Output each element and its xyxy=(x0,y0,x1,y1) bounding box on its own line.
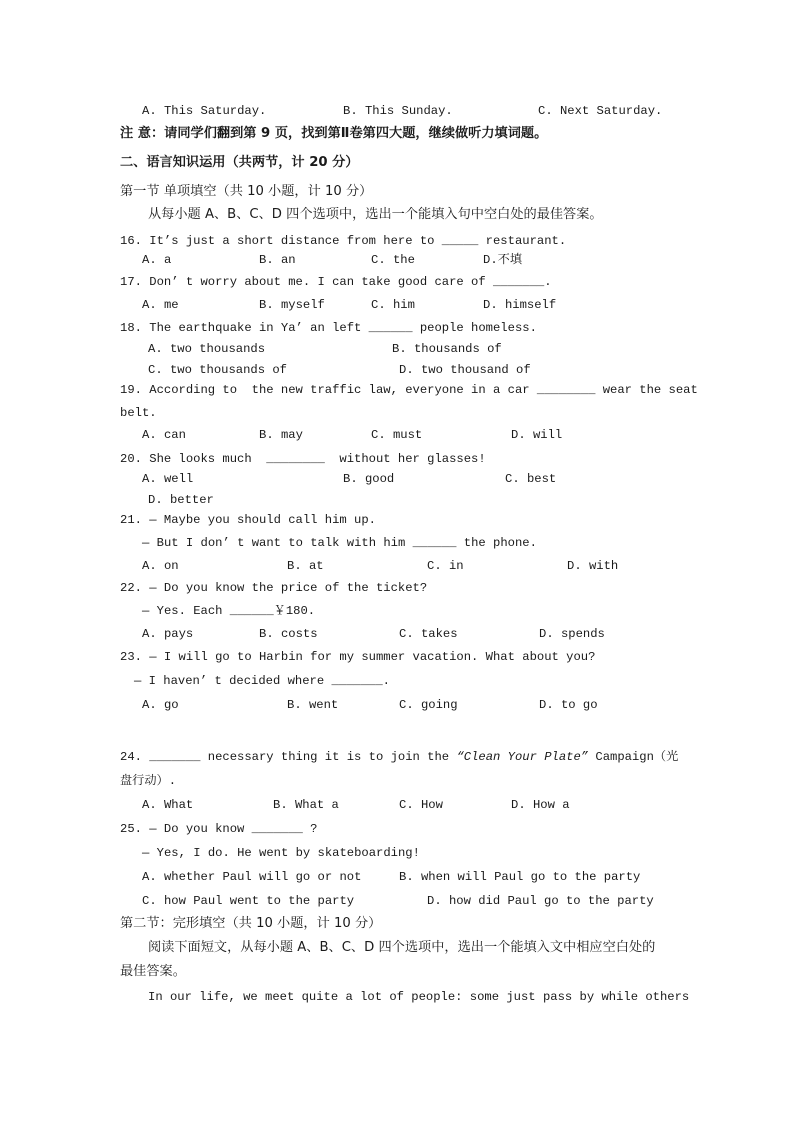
part-2-instructions-line-2: 最佳答案。 xyxy=(120,964,186,979)
q17-option-c: C. him xyxy=(371,298,415,312)
q23-option-c: C. going xyxy=(399,698,458,712)
q25-option-d: D. how did Paul go to the party xyxy=(427,894,654,908)
q16-option-c: C. the xyxy=(371,253,415,267)
q25-option-a: A. whether Paul will go or not xyxy=(142,870,362,884)
q23-option-b: B. went xyxy=(287,698,339,712)
part-2-title: 第二节：完形填空（共 10 小题，计 10 分） xyxy=(120,916,382,931)
part-1-instructions: 从每小题 A、B、C、D 四个选项中，选出一个能填入句中空白处的最佳答案。 xyxy=(148,207,603,222)
q20-stem: 20. She looks much ________ without her glasses! xyxy=(120,452,486,466)
q25-line-1: 25. — Do you know _______ ? xyxy=(120,822,318,836)
prev-question-option-b: B. This Sunday. xyxy=(343,104,453,118)
q22-option-d: D. spends xyxy=(539,627,605,641)
q25-option-b: B. when will Paul go to the party xyxy=(399,870,641,884)
part-2-instructions-line-1: 阅读下面短文，从每小题 A、B、C、D 四个选项中，选出一个能填入文中相应空白处的 xyxy=(148,940,656,955)
q17-stem: 17. Don’ t worry about me. I can take good care of _______. xyxy=(120,275,552,289)
q21-line-1: 21. — Maybe you should call him up. xyxy=(120,513,376,527)
q18-option-b: B. thousands of xyxy=(392,342,502,356)
q20-option-a: A. well xyxy=(142,472,194,486)
q24-stem-line-1 xyxy=(120,749,678,765)
q17-option-a: A. me xyxy=(142,298,179,312)
q22-option-b: B. costs xyxy=(259,627,318,641)
q24-campaign-name: “Clean Your Plate” xyxy=(456,750,589,764)
part-1-title: 第一节 单项填空（共 10 小题，计 10 分） xyxy=(120,184,373,199)
q16-option-a: A. a xyxy=(142,253,172,267)
q21-option-b: B. at xyxy=(287,559,324,573)
q24-stem-start: 24. _______ necessary thing it is to join the xyxy=(120,750,457,764)
q16-stem: 16. It’s just a short distance from here to _____ restaurant. xyxy=(120,234,567,248)
q20-option-d: D. better xyxy=(148,493,214,507)
q22-option-a: A. pays xyxy=(142,627,194,641)
q18-stem: 18. The earthquake in Ya’ an left ______ people homeless. xyxy=(120,321,537,335)
q23-line-2: — I haven’ t decided where _______. xyxy=(134,674,390,688)
q23-option-a: A. go xyxy=(142,698,179,712)
q22-line-1: 22. — Do you know the price of the ticket? xyxy=(120,581,428,595)
q19-stem-line-2: belt. xyxy=(120,406,157,420)
q17-option-d: D. himself xyxy=(483,298,557,312)
passage-line-1: In our life, we meet quite a lot of people: some just pass by while others xyxy=(148,990,690,1004)
q21-option-d: D. with xyxy=(567,559,619,573)
q19-option-b: B. may xyxy=(259,428,303,442)
q21-line-2: — But I don’ t want to talk with him ______ the phone. xyxy=(142,536,537,550)
prev-question-option-c: C. Next Saturday. xyxy=(538,104,663,118)
q19-option-d: D. will xyxy=(511,428,563,442)
q24-stem-line-2: 盘行动）. xyxy=(120,774,177,788)
q24-option-c: C. How xyxy=(399,798,443,812)
q19-option-a: A. can xyxy=(142,428,186,442)
q24-option-d: D. How a xyxy=(511,798,570,812)
q18-option-d: D. two thousand of xyxy=(399,363,531,377)
q18-option-a: A. two thousands xyxy=(148,342,266,356)
q19-stem-line-1: 19. According to the new traffic law, everyone in a car ________ wear the seat xyxy=(120,383,698,397)
prev-question-option-a: A. This Saturday. xyxy=(142,104,267,118)
q22-line-2: — Yes. Each ______￥180. xyxy=(142,604,316,618)
q21-option-a: A. on xyxy=(142,559,179,573)
q23-line-1: 23. — I will go to Harbin for my summer vacation. What about you? xyxy=(120,650,596,664)
q24-option-b: B. What a xyxy=(273,798,339,812)
q16-option-d: D.不填 xyxy=(483,253,523,267)
q21-option-c: C. in xyxy=(427,559,464,573)
q20-option-b: B. good xyxy=(343,472,395,486)
q20-option-c: C. best xyxy=(505,472,557,486)
q19-option-c: C. must xyxy=(371,428,423,442)
section-2-title: 二、语言知识运用（共两节，计 20 分） xyxy=(120,155,359,170)
notice-text: 注 意：请同学们翻到第 9 页，找到第Ⅱ卷第四大题，继续做听力填词题。 xyxy=(120,126,548,141)
q23-option-d: D. to go xyxy=(539,698,598,712)
q17-option-b: B. myself xyxy=(259,298,325,312)
q16-option-b: B. an xyxy=(259,253,296,267)
q25-line-2: — Yes, I do. He went by skateboarding! xyxy=(142,846,420,860)
q25-option-c: C. how Paul went to the party xyxy=(142,894,355,908)
q24-option-a: A. What xyxy=(142,798,194,812)
q22-option-c: C. takes xyxy=(399,627,458,641)
q24-stem-end: Campaign（光 xyxy=(588,750,679,764)
q18-option-c: C. two thousands of xyxy=(148,363,287,377)
